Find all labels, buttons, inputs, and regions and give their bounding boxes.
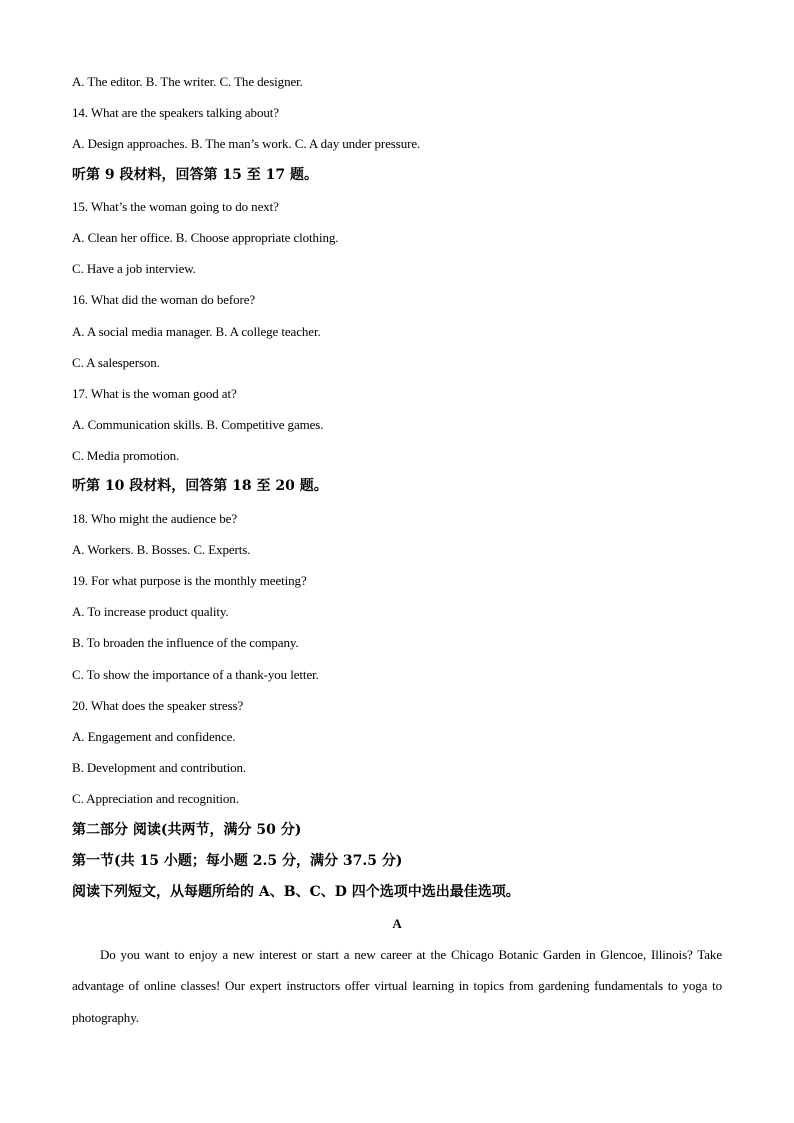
q16-option-c: C. A salesperson.	[72, 354, 160, 370]
q14-options: A. Design approaches. B. The man’s work. C. A day under pressure.	[72, 136, 421, 152]
passage-paragraph: Do you want to enjoy a new interest or start a new career at the Chicago Botanic Garden in Glencoe, Illinois? Take advantage of online classes! Our expert instructors offer virtual learning in topics from gardening fundamentals to yoga to photography.	[72, 947, 722, 1025]
q17-option-c: C. Media promotion.	[72, 448, 180, 464]
q17-question: 17. What is the woman good at?	[72, 385, 237, 401]
section-heading-material-10: 听第 10 段材料，回答第 18 至 20 题。	[72, 478, 328, 495]
q16-options-ab: A. A social media manager. B. A college teacher.	[72, 323, 321, 339]
q20-question: 20. What does the speaker stress?	[72, 697, 244, 713]
q20-option-b: B. Development and contribution.	[72, 760, 247, 776]
section-one-heading: 第一节(共 15 小题；每小题 2.5 分，满分 37.5 分)	[72, 852, 403, 869]
q15-options-ab: A. Clean her office. B. Choose appropriate clothing.	[72, 229, 339, 245]
q13-options: A. The editor. B. The writer. C. The designer.	[72, 74, 303, 89]
q15-option-c: C. Have a job interview.	[72, 261, 196, 277]
q20-option-a: A. Engagement and confidence.	[72, 728, 236, 744]
q18-options: A. Workers. B. Bosses. C. Experts.	[72, 541, 251, 557]
q19-option-a: A. To increase product quality.	[72, 604, 229, 620]
reading-instructions: 阅读下列短文，从每题所给的 A、B、C、D 四个选项中选出最佳选项。	[72, 883, 520, 900]
q19-option-b: B. To broaden the influence of the company.	[72, 635, 299, 651]
q18-question: 18. Who might the audience be?	[72, 510, 237, 526]
q20-option-c: C. Appreciation and recognition.	[72, 791, 239, 807]
q19-question: 19. For what purpose is the monthly meeting?	[72, 573, 307, 588]
q15-question: 15. What’s the woman going to do next?	[72, 198, 279, 214]
q14-question: 14. What are the speakers talking about?	[72, 105, 279, 121]
passage-label: A	[392, 916, 402, 932]
q16-question: 16. What did the woman do before?	[72, 292, 256, 308]
section-heading-material-9: 听第 9 段材料，回答第 15 至 17 题。	[72, 166, 318, 183]
q19-option-c: C. To show the importance of a thank-you letter.	[72, 666, 319, 682]
part-two-heading: 第二部分 阅读(共两节，满分 50 分)	[72, 821, 302, 838]
document-page	[72, 66, 722, 1033]
q17-options-ab: A. Communication skills. B. Competitive games.	[72, 417, 324, 433]
